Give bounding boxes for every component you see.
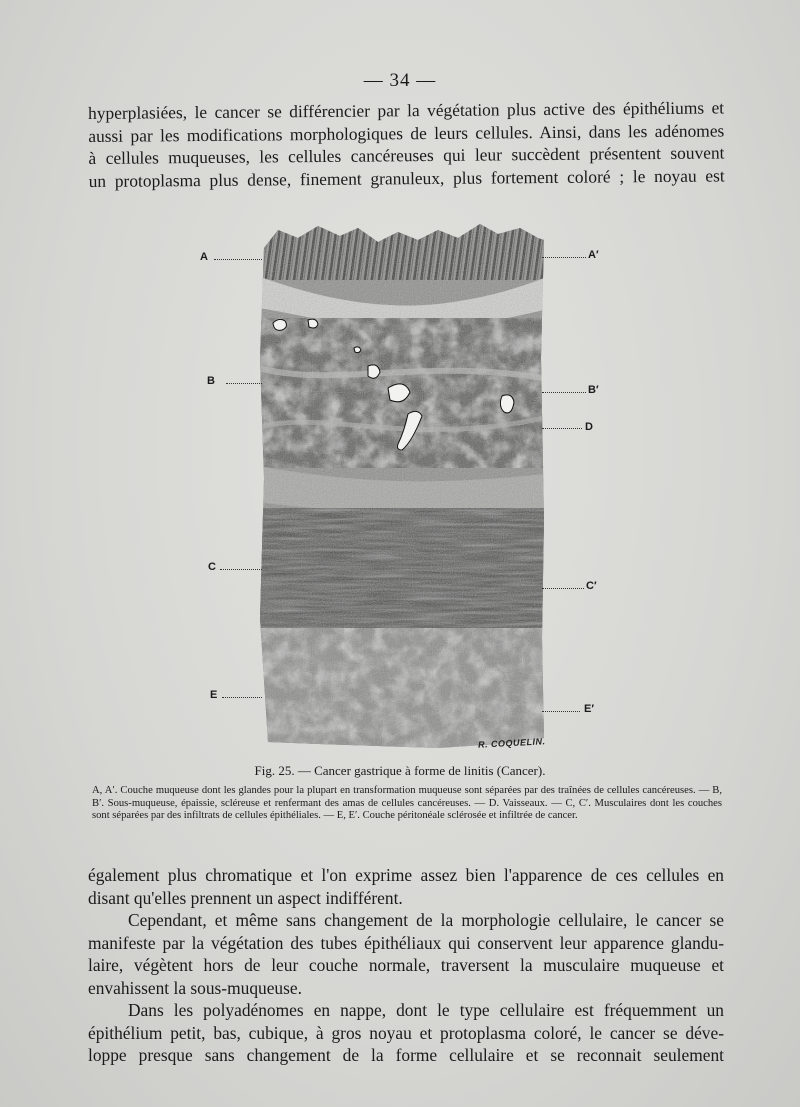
figure-label-a: A (200, 251, 208, 263)
leader-line (542, 711, 580, 712)
leader-line (542, 588, 584, 589)
figure-label-d: D (585, 421, 593, 433)
text-line: un protoplasma plus dense, finement granuleux, plus fortement coloré ; le noyau est (88, 164, 725, 191)
text-line: également plus chromatique et l'on exprime assez bien l'apparence de ces cellules en (88, 865, 724, 885)
text-line: loppe presque sans changement de la forme cellulaire et se reconnait seulement (88, 1045, 724, 1065)
leader-line (226, 383, 262, 384)
figure-label-a-prime: A′ (588, 249, 599, 261)
figure-label-c: C (208, 561, 216, 573)
leader-line (542, 428, 582, 429)
text-line: épithélium petit, bas, cubique, à gros noyau et protoplasma coloré, le cancer se déve- (88, 1022, 724, 1043)
leader-line (220, 569, 262, 570)
figure-caption-body: A, A′. Couche muqueuse dont les glandes pour la plupart en transformation muqueuse sont séparées par des traînées de cellules cancéreuses. — B, B′. Sous-muqueuse, épaissie, scléreuse et renfermant des amas de cellules cancéreuses. — D. Vaisseaux. — C, C′. Musculaires dont les couches sont séparées par des infiltrats de cellules épithéliales. — E, E′. Couche péritonéale sclérosée et infiltrée de cancer. (92, 785, 722, 822)
text-line: hyperplasiées, le cancer se différencier par la végétation plus active des épithéliums et (88, 97, 725, 123)
text-line: à cellules muqueuses, les cellules cancéreuses qui leur succèdent présentent souvent (88, 142, 725, 168)
figure-label-b: B (207, 375, 215, 387)
figure-label-e-prime: E′ (584, 703, 594, 715)
text-line: aussi par les modifications morphologiques de leurs cellules. Ainsi, dans les adénomes (88, 119, 725, 146)
text-line: disant qu'elles prennent un aspect indifférent. (88, 887, 403, 908)
leader-line (542, 392, 586, 393)
leader-line (214, 259, 262, 260)
leader-line (542, 257, 586, 258)
artist-signature: R. COQUELIN. (477, 736, 546, 750)
top-paragraph (88, 96, 725, 192)
figure-label-b-prime: B′ (588, 384, 599, 396)
histology-figure (258, 218, 544, 750)
text-line: laire, végètent hors de leur couche normale, traversent la musculaire muqueuse et (88, 955, 724, 975)
figure-caption-title: Fig. 25. — Cancer gastrique à forme de linitis (Cancer). (254, 763, 546, 778)
leader-line (222, 697, 262, 698)
figure-label-e: E (210, 689, 218, 701)
page-number: — 34 — (363, 70, 437, 91)
figure-label-c-prime: C′ (586, 580, 597, 592)
bottom-paragraphs (88, 864, 724, 1067)
text-line: Dans les polyadénomes en nappe, dont le type cellulaire est fréquemment un (128, 1000, 724, 1020)
text-line: manifeste par la végétation des tubes épithéliaux qui conservent leur apparence glandu- (88, 932, 724, 953)
text-line: Cependant, et même sans changement de la morphologie cellulaire, le cancer se (128, 910, 724, 930)
text-line: envahissent la sous-muqueuse. (88, 977, 302, 998)
